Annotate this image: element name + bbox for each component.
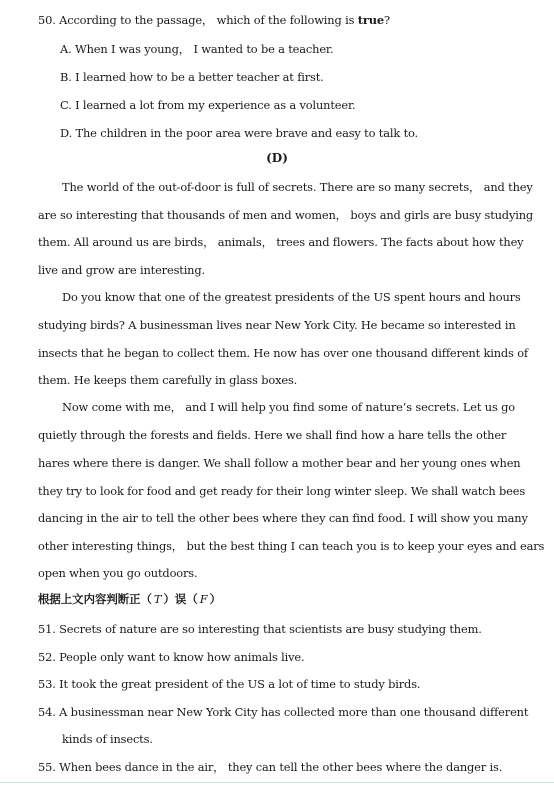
true-mark: T (153, 592, 162, 606)
passage-line: hares where there is danger. We shall follow a mother bear and her young ones when (38, 456, 521, 470)
passage-line: The world of the out-of-door is full of secrets. There are so many secrets， and they (62, 180, 533, 194)
section-label: (D) (266, 151, 288, 165)
statement-54-continued: kinds of insects. (62, 732, 153, 746)
option-c: C. I learned a lot from my experience as a volunteer. (60, 98, 356, 112)
statement-54: 54. A businessman near New York City has collected more than one thousand different (38, 705, 529, 719)
option-d: D. The children in the poor area were brave and easy to talk to. (60, 126, 418, 140)
passage-line: quietly through the forests and fields. Here we shall find how a hare tells the other (38, 428, 507, 442)
statement-53: 53. It took the great president of the US a lot of time to study birds. (38, 677, 421, 691)
question-50-emphasis: true (357, 13, 384, 27)
statement-51: 51. Secrets of nature are so interesting that scientists are busy studying them. (38, 622, 482, 636)
instruction-text: 根据上文内容判断正（ (38, 592, 152, 606)
passage-line: other interesting things， but the best thing I can teach you is to keep your eyes and ears (38, 539, 545, 553)
passage-line: studying birds? A businessman lives near New York City. He became so interested in (38, 318, 516, 332)
bottom-divider (0, 782, 554, 783)
false-mark: F (199, 592, 208, 606)
passage-line: insects that he began to collect them. He now has over one thousand different kinds of (38, 346, 528, 360)
option-b: B. I learned how to be a better teacher at first. (60, 70, 324, 84)
passage-line: live and grow are interesting. (38, 263, 205, 277)
instruction-text: ） (209, 592, 222, 606)
passage-line: they try to look for food and get ready for their long winter sleep. We shall watch bees (38, 484, 526, 498)
statement-52: 52. People only want to know how animals live. (38, 650, 305, 664)
statement-55: 55. When bees dance in the air， they can tell the other bees where the danger is. (38, 760, 503, 774)
question-50-text: 50. According to the passage， which of the following is (38, 13, 358, 27)
instruction-text: ）误（ (163, 592, 198, 606)
question-50-punct: ? (383, 13, 390, 27)
question-50-stem (38, 13, 548, 27)
passage-line: dancing in the air to tell the other bees where they can find food. I will show you many (38, 511, 528, 525)
option-a: A. When I was young， I wanted to be a teacher. (60, 42, 334, 56)
passage-line: are so interesting that thousands of men and women， boys and girls are busy studying (38, 208, 534, 222)
passage-line: them. All around us are birds， animals， trees and flowers. The facts about how they (38, 235, 524, 249)
passage-line: Now come with me， and I will help you find some of nature’s secrets. Let us go (62, 400, 515, 414)
passage-line: open when you go outdoors. (38, 566, 198, 580)
true-false-instruction (38, 592, 221, 606)
passage-line: Do you know that one of the greatest presidents of the US spent hours and hours (62, 290, 521, 304)
passage-line: them. He keeps them carefully in glass boxes. (38, 373, 298, 387)
